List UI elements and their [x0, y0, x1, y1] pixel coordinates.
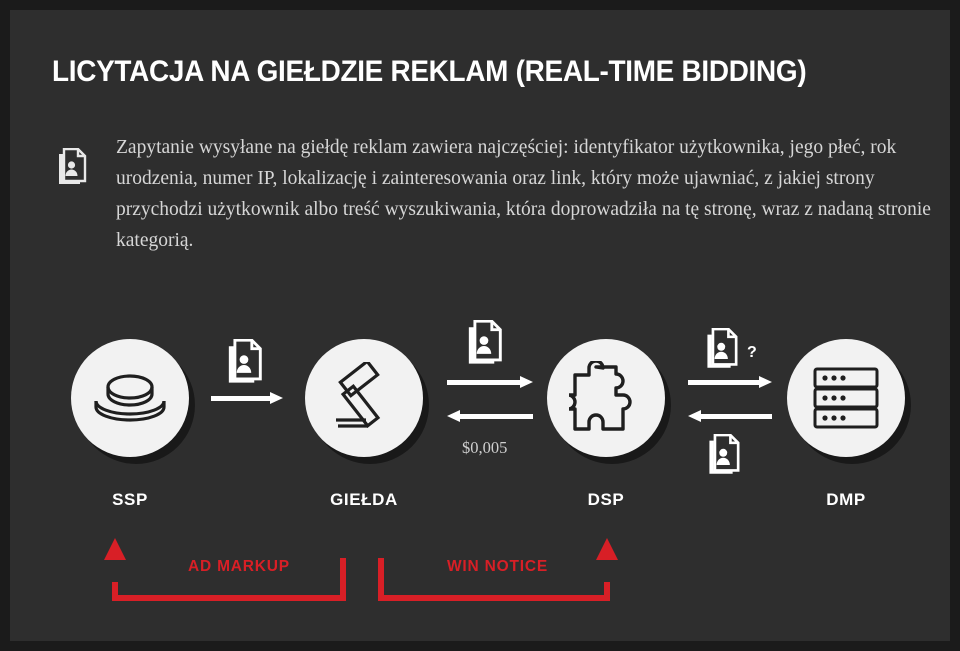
document-user-icon-response [706, 434, 746, 481]
auction-gavel-icon [305, 339, 423, 457]
bid-price-label: $0,005 [462, 438, 508, 457]
arrow-ssp-to-gielda [211, 392, 283, 404]
arrow-dsp-to-dmp [688, 376, 772, 388]
callout-label-win-notice: WIN NOTICE [447, 558, 548, 575]
flow-label-dmp: DMP [826, 490, 866, 509]
puzzle-piece-icon [547, 339, 665, 457]
question-mark-label: ? [747, 344, 757, 361]
server-rack-icon [787, 339, 905, 457]
arrow-gielda-to-dsp [447, 376, 533, 388]
page-title: LICYTACJA NA GIEŁDZIE REKLAM (REAL-TIME BIDDING) [52, 55, 807, 88]
document-user-icon-request-1 [225, 339, 269, 390]
flow-node-dsp[interactable] [547, 339, 665, 457]
document-user-icon-query [704, 328, 744, 375]
arrow-dmp-to-dsp [688, 410, 772, 422]
flow-node-dmp[interactable] [787, 339, 905, 457]
arrow-dsp-to-gielda [447, 410, 533, 422]
flow-node-gielda[interactable] [305, 339, 423, 457]
flow-label-dsp: DSP [587, 490, 625, 509]
document-user-icon [57, 148, 91, 186]
document-user-icon-request-2 [465, 320, 509, 371]
callout-label-ad-markup: AD MARKUP [188, 558, 290, 575]
intro-paragraph: Zapytanie wysyłane na giełdę reklam zawiera najczęściej: identyfikator użytkownika, jego płeć, rok urodzenia, numer IP, lokalizację i zainteresowania oraz link, który może ujawniać, z jakiej strony przychodzi użytkownik albo treść wyszukiwania, która doprowadziła na tę stronę, wraz z nadaną stronie kategorią. [116, 137, 931, 251]
flow-label-ssp: SSP [112, 490, 148, 509]
stack-of-discs-icon [71, 339, 189, 457]
flow-label-gielda: GIEŁDA [330, 490, 398, 509]
flow-node-ssp[interactable] [71, 339, 189, 457]
